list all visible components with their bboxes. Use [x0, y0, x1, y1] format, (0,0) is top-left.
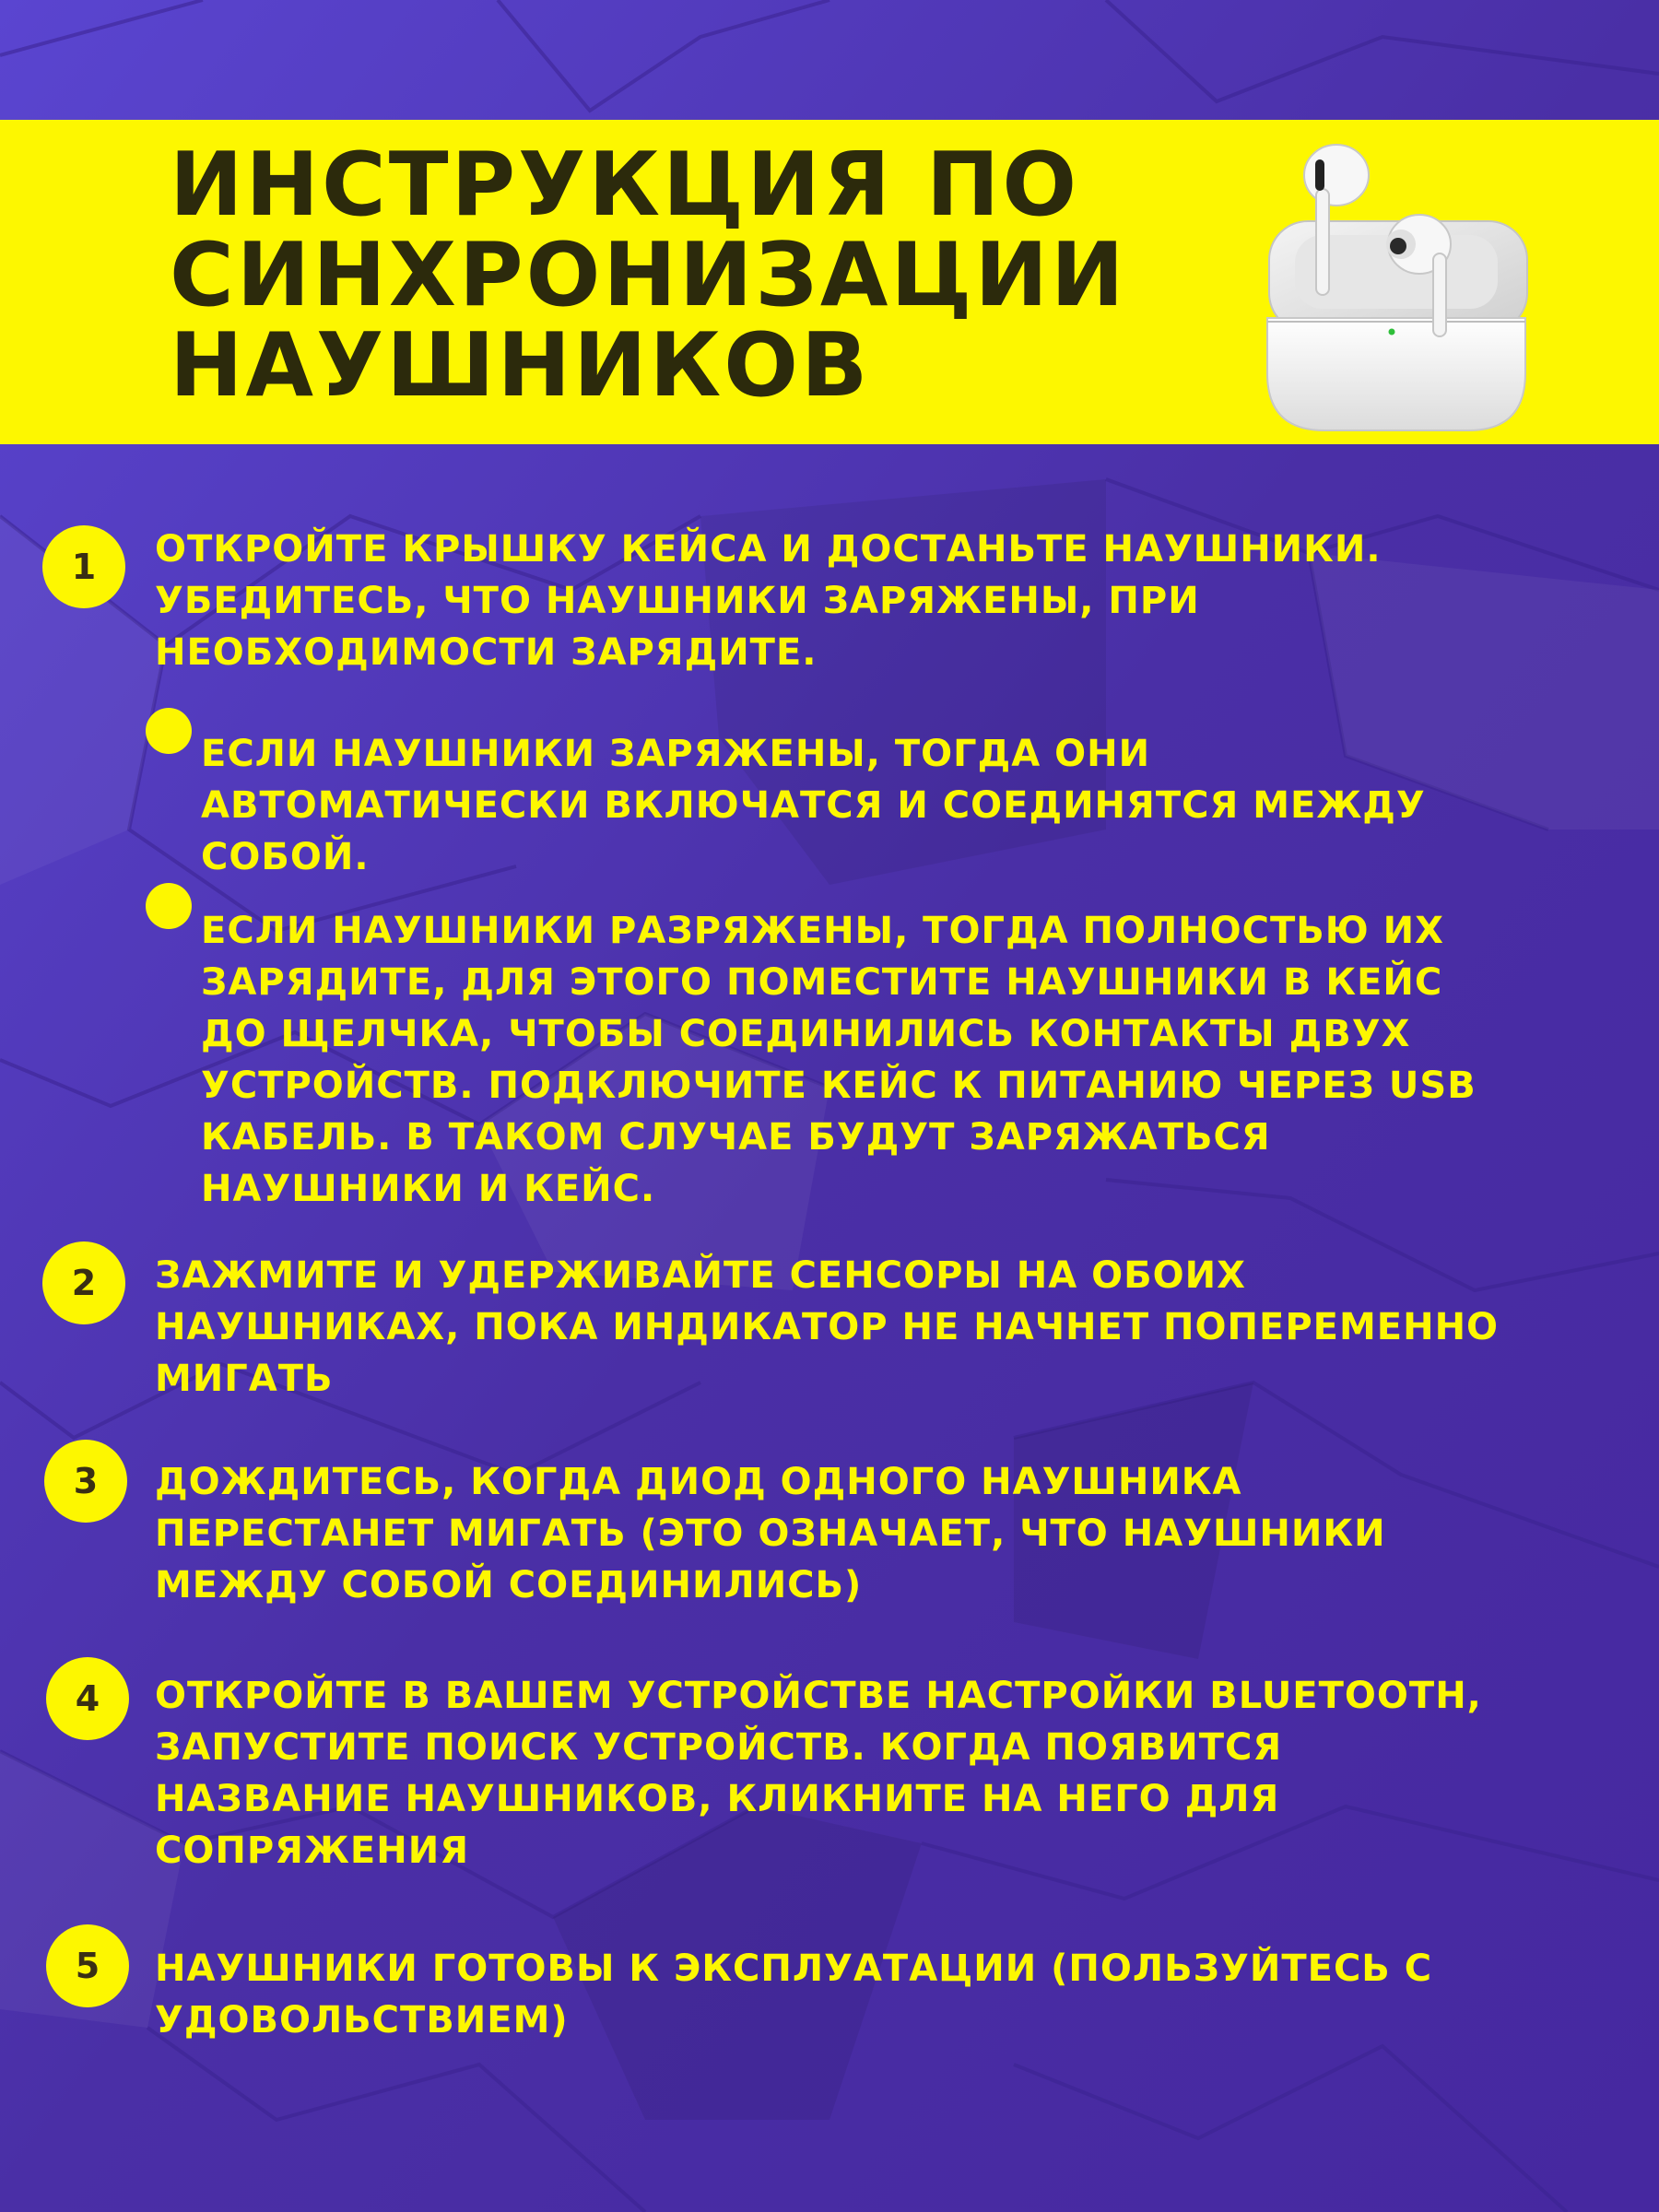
sub-bullet-line: УСТРОЙСТВ. ПОДКЛЮЧИТЕ КЕЙС К ПИТАНИЮ ЧЕРЕЗ USB — [201, 1065, 1477, 1107]
step-text — [155, 1670, 1482, 1877]
step-line: ОТКРОЙТЕ В ВАШЕМ УСТРОЙСТВЕ НАСТРОЙКИ BLUETOOTH, — [155, 1675, 1482, 1717]
step-line: УБЕДИТЕСЬ, ЧТО НАУШНИКИ ЗАРЯЖЕНЫ, ПРИ — [155, 580, 1200, 622]
step-line: УДОВОЛЬСТВИЕМ) — [155, 1999, 569, 2041]
title-line: ИНСТРУКЦИЯ ПО — [170, 135, 1080, 236]
sub-bullet-line: НАУШНИКИ И КЕЙС. — [201, 1168, 656, 1210]
title-line: СИНХРОНИЗАЦИИ — [170, 225, 1127, 326]
step-line: ДОЖДИТЕСЬ, КОГДА ДИОД ОДНОГО НАУШНИКА — [155, 1461, 1242, 1503]
step-number-badge: 4 — [46, 1657, 129, 1740]
step-line: НАУШНИКАХ, ПОКА ИНДИКАТОР НЕ НАЧНЕТ ПОПЕРЕМЕННО — [155, 1306, 1500, 1348]
airpods-case-icon — [1258, 134, 1535, 438]
step-text — [155, 1943, 1432, 2046]
sub-bullet-line: АВТОМАТИЧЕСКИ ВКЛЮЧАТСЯ И СОЕДИНЯТСЯ МЕЖДУ — [201, 784, 1426, 827]
step-line: НАЗВАНИЕ НАУШНИКОВ, КЛИКНИТЕ НА НЕГО ДЛЯ — [155, 1778, 1280, 1820]
step-number-badge: 2 — [42, 1241, 125, 1324]
sub-bullet-line: КАБЕЛЬ. В ТАКОМ СЛУЧАЕ БУДУТ ЗАРЯЖАТЬСЯ — [201, 1116, 1271, 1159]
step-line: НЕОБХОДИМОСТИ ЗАРЯДИТЕ. — [155, 631, 818, 674]
sub-bullet-line: ЗАРЯДИТЕ, ДЛЯ ЭТОГО ПОМЕСТИТЕ НАУШНИКИ В КЕЙС — [201, 961, 1443, 1004]
sub-bullet-line: СОБОЙ. — [201, 836, 370, 878]
step-text — [155, 1456, 1386, 1611]
step-number-badge: 3 — [44, 1440, 127, 1523]
step-line: СОПРЯЖЕНИЯ — [155, 1830, 469, 1872]
step-line: ОТКРОЙТЕ КРЫШКУ КЕЙСА И ДОСТАНЬТЕ НАУШНИКИ. — [155, 528, 1382, 571]
step-line: ЗАЖМИТЕ И УДЕРЖИВАЙТЕ СЕНСОРЫ НА ОБОИХ — [155, 1254, 1246, 1297]
step-text — [155, 1250, 1499, 1405]
step-line: НАУШНИКИ ГОТОВЫ К ЭКСПЛУАТАЦИИ (ПОЛЬЗУЙТЕСЬ С — [155, 1947, 1433, 1990]
sub-bullet-line: ДО ЩЕЛЧКА, ЧТОБЫ СОЕДИНИЛИСЬ КОНТАКТЫ ДВУХ — [201, 1013, 1411, 1055]
bullet-dot — [146, 883, 192, 929]
step-line: ЗАПУСТИТЕ ПОИСК УСТРОЙСТВ. КОГДА ПОЯВИТСЯ — [155, 1726, 1283, 1769]
sub-bullet-line: ЕСЛИ НАУШНИКИ ЗАРЯЖЕНЫ, ТОГДА ОНИ — [201, 733, 1151, 775]
step-number-badge: 1 — [42, 525, 125, 608]
sub-bullet-line: ЕСЛИ НАУШНИКИ РАЗРЯЖЕНЫ, ТОГДА ПОЛНОСТЬЮ ИХ — [201, 910, 1444, 952]
step-line: МИГАТЬ — [155, 1358, 334, 1400]
page-title — [170, 135, 1127, 417]
bullet-dot — [146, 708, 192, 754]
sub-bullet-text — [201, 905, 1477, 1215]
step-line: МЕЖДУ СОБОЙ СОЕДИНИЛИСЬ) — [155, 1564, 863, 1606]
step-text — [155, 524, 1382, 678]
sub-bullet-text — [201, 728, 1426, 883]
step-line: ПЕРЕСТАНЕТ МИГАТЬ (ЭТО ОЗНАЧАЕТ, ЧТО НАУШНИКИ — [155, 1512, 1386, 1555]
step-number-badge: 5 — [46, 1924, 129, 2007]
title-line: НАУШНИКОВ — [170, 315, 871, 417]
